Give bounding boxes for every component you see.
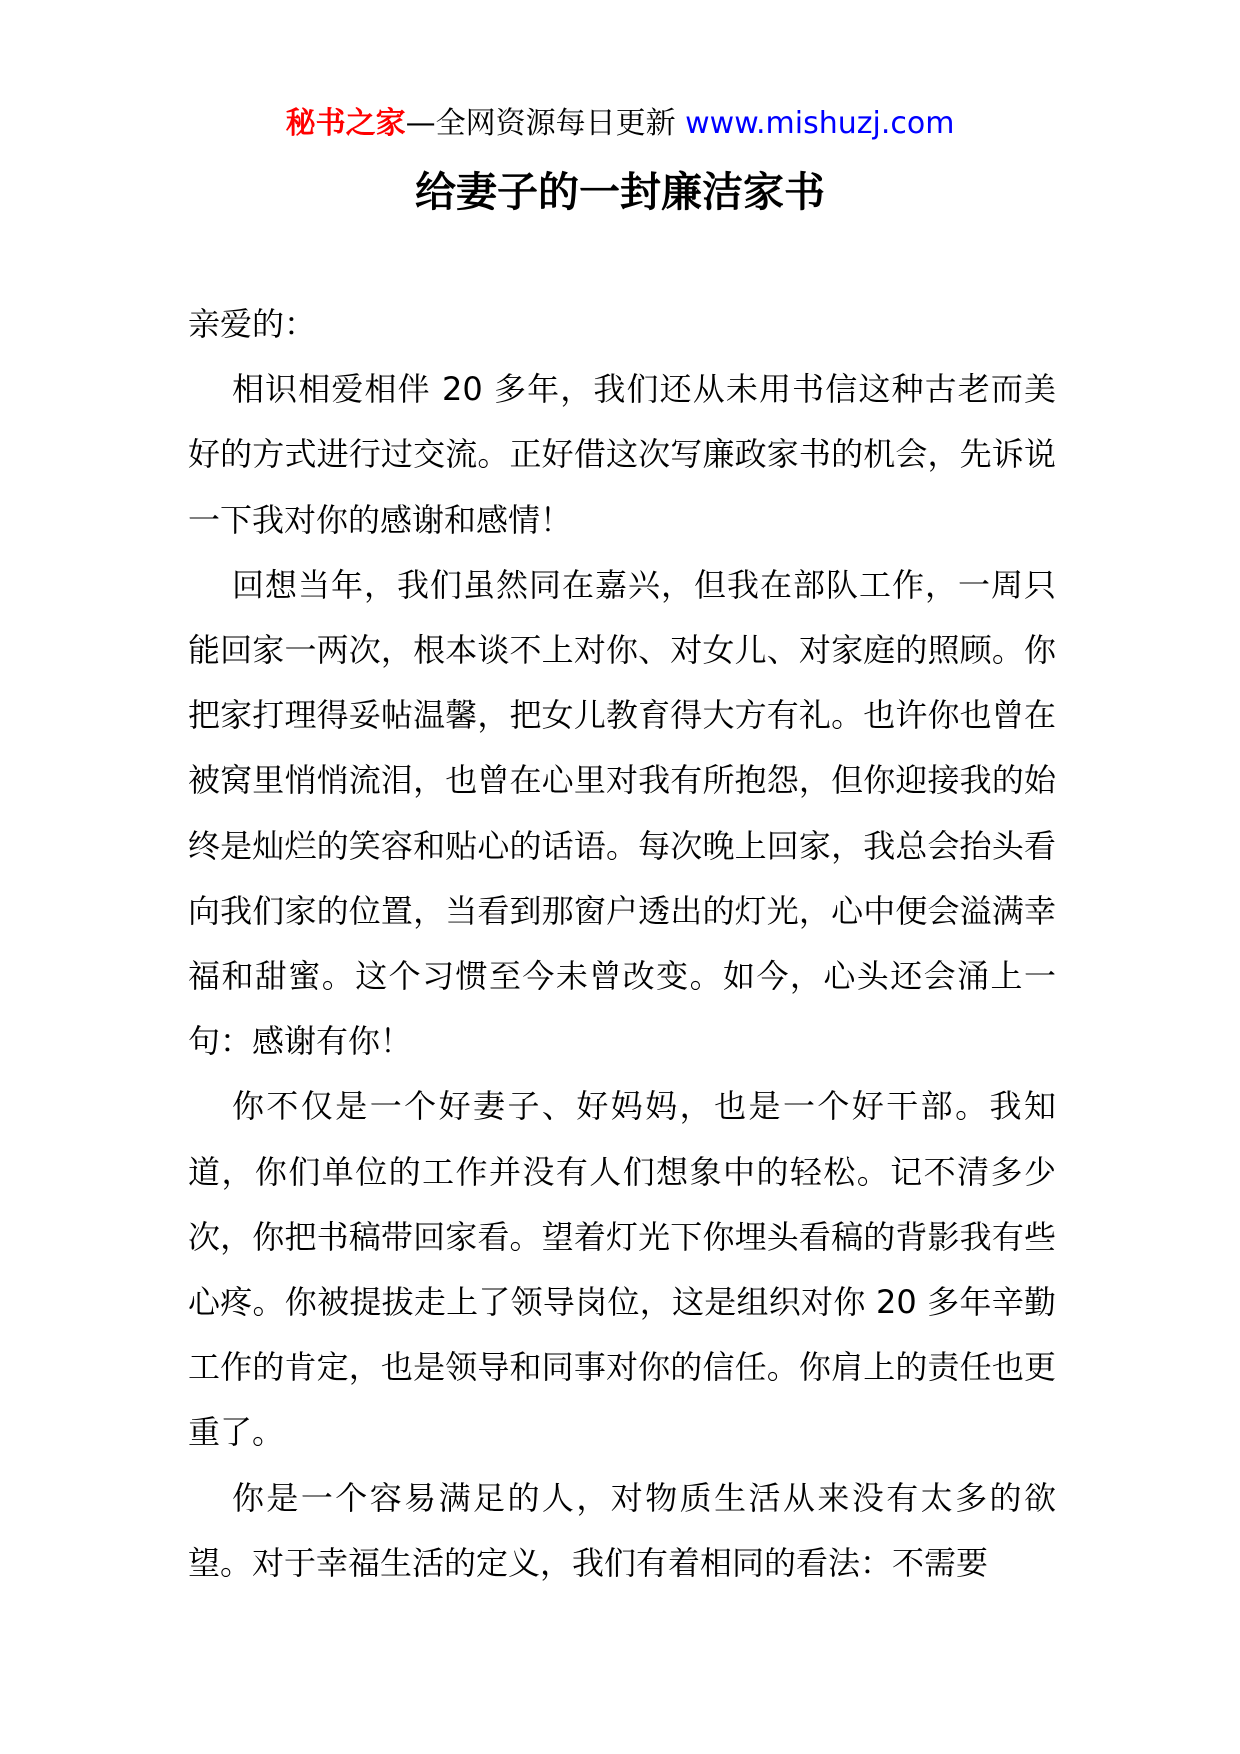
letter-paragraph-4: 你是一个容易满足的人，对物质生活从来没有太多的欲望。对于幸福生活的定义，我们有着相同的看法：不需要 <box>188 1478 1056 1582</box>
site-url-link[interactable]: www.mishuzj.com <box>685 106 955 141</box>
site-header <box>0 100 1240 148</box>
letter-paragraph-3: 你不仅是一个好妻子、好妈妈，也是一个好干部。我知道，你们单位的工作并没有人们想象中的轻松。记不清多少次，你把书稿带回家看。望着灯光下你埋头看稿的背影我有些心疼。你被提拔走上了领导岗位，这是组织对你 20 多年辛勤工作的肯定，也是领导和同事对你的信任。你肩上的责任也更重了。 <box>188 1087 1056 1452</box>
site-tagline: —全网资源每日更新 <box>405 106 676 141</box>
letter-paragraph-2: 回想当年，我们虽然同在嘉兴，但我在部队工作，一周只能回家一两次，根本谈不上对你、对女儿、对家庭的照顾。你把家打理得妥帖温馨，把女儿教育得大方有礼。也许你也曾在被窝里悄悄流泪，也曾在心里对我有所抱怨，但你迎接我的始终是灿烂的笑容和贴心的话语。每次晚上回家，我总会抬头看向我们家的位置，当看到那窗户透出的灯光，心中便会溢满幸福和甜蜜。这个习惯至今未曾改变。如今，心头还会涌上一句：感谢有你！ <box>188 565 1056 1061</box>
letter-salutation: 亲爱的： <box>188 305 317 343</box>
site-brand: 秘书之家 <box>285 106 406 141</box>
document-title: 给妻子的一封廉洁家书 <box>415 168 825 216</box>
letter-paragraph-1: 相识相爱相伴 20 多年，我们还从未用书信这种古老而美好的方式进行过交流。正好借这次写廉政家书的机会，先诉说一下我对你的感谢和感情！ <box>188 370 1056 539</box>
letter-body <box>188 292 1056 1596</box>
